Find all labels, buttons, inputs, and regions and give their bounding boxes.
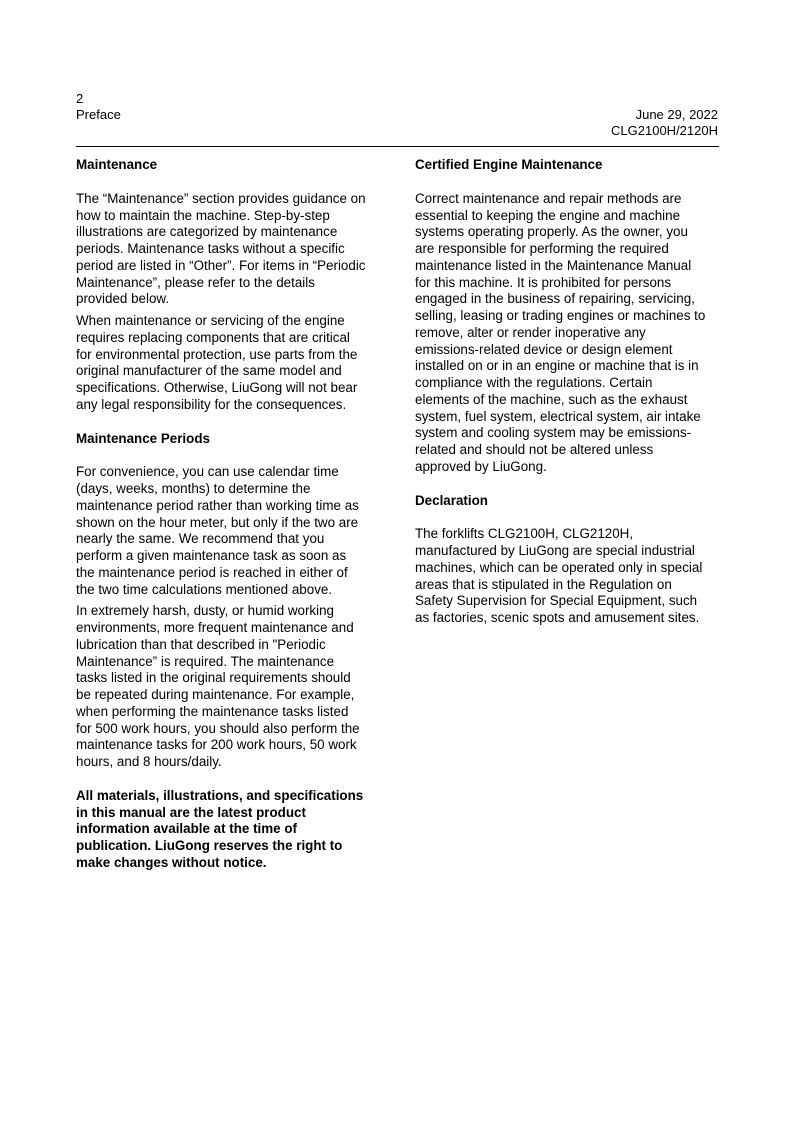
text-line: Correct maintenance and repair methods are — [415, 190, 682, 206]
text-line: when performing the maintenance tasks listed — [76, 703, 349, 719]
model-number: CLG2100H/2120H — [611, 123, 718, 138]
text-line: In extremely harsh, dusty, or humid working — [76, 603, 334, 619]
text-line: systems operating properly. As the owner, you — [415, 224, 688, 240]
text-line: system and cooling system may be emissions- — [415, 425, 692, 441]
text-line: When maintenance or servicing of the engine — [76, 313, 345, 328]
text-line: approved by LiuGong. — [415, 458, 547, 474]
text-line: in this manual are the latest product — [76, 804, 306, 820]
text-line: For convenience, you can use calendar time — [76, 464, 339, 480]
text-line: Safety Supervision for Special Equipment, such — [415, 593, 698, 609]
document-date: June 29, 2022 — [635, 107, 718, 122]
maintenance-periods-paragraph-1 — [76, 464, 381, 598]
text-line: manufactured by LiuGong are special industrial — [415, 543, 695, 558]
text-line: compliance with the regulations. Certain — [415, 375, 653, 390]
text-line: specifications. Otherwise, LiuGong will not bear — [76, 380, 358, 395]
text-line: are responsible for performing the required — [415, 241, 669, 256]
header-right — [611, 107, 718, 139]
text-line: maintenance period rather than working time as — [76, 497, 359, 513]
text-line: perform a given maintenance task as soon as — [76, 548, 347, 563]
text-line: The forklifts CLG2100H, CLG2120H, — [415, 526, 634, 542]
certified-engine-heading: Certified Engine Maintenance — [415, 157, 603, 172]
certified-engine-paragraph — [415, 191, 720, 476]
text-line: maintenance tasks for 200 work hours, 50 work — [76, 737, 357, 753]
text-line: (days, weeks, months) to determine the — [76, 481, 311, 496]
text-line: publication. LiuGong reserves the right to — [76, 838, 343, 853]
text-line: engaged in the business of repairing, servicing, — [415, 291, 695, 307]
text-line: be repeated during maintenance. For example, — [76, 687, 355, 702]
text-line: lubrication than that described in "Periodic — [76, 636, 326, 652]
text-line: shown on the hour meter, but only if the two are — [76, 514, 359, 530]
text-line: how to maintain the machine. Step-by-step — [76, 207, 330, 223]
text-line: All materials, illustrations, and specifications — [76, 787, 364, 803]
text-line: system, fuel system, electrical system, air intake — [415, 408, 701, 424]
maintenance-periods-heading: Maintenance Periods — [76, 430, 210, 446]
text-line: machines, which can be operated only in special — [415, 559, 703, 575]
text-line: the two time calculations mentioned above. — [76, 581, 333, 597]
text-line: provided below. — [76, 291, 170, 307]
text-line: the maintenance period is reached in either of — [76, 564, 348, 580]
maintenance-paragraph-2 — [76, 313, 381, 414]
section-name: Preface — [76, 107, 121, 122]
text-line: as factories, scenic spots and amusement sites. — [415, 610, 700, 625]
text-line: period are listed in “Other”. For items in “Periodic — [76, 257, 366, 273]
header-left — [76, 91, 121, 123]
maintenance-paragraph-1 — [76, 191, 381, 308]
text-line: The “Maintenance” section provides guidance on — [76, 190, 366, 206]
maintenance-heading: Maintenance — [76, 157, 158, 172]
text-line: elements of the machine, such as the exhaust — [415, 391, 688, 407]
declaration-paragraph — [415, 526, 720, 627]
declaration-heading: Declaration — [415, 492, 488, 508]
text-line: illustrations are categorized by maintenance — [76, 224, 338, 240]
maintenance-periods-paragraph-2 — [76, 603, 381, 771]
rights-notice — [76, 788, 381, 872]
text-line: requires replacing components that are critical — [76, 329, 350, 345]
text-line: original manufacturer of the same model and — [76, 363, 342, 379]
text-line: any legal responsibility for the consequences. — [76, 396, 347, 412]
text-line: Maintenance” is required. The maintenance — [76, 653, 335, 669]
text-line: make changes without notice. — [76, 854, 267, 870]
text-line: environments, more frequent maintenance and — [76, 620, 354, 635]
text-line: selling, leasing or trading engines or machines to — [415, 308, 706, 323]
left-column — [76, 157, 381, 877]
right-column — [415, 157, 720, 632]
text-line: for environmental protection, use parts from the — [76, 346, 358, 362]
text-line: information available at the time of — [76, 821, 297, 837]
text-line: periods. Maintenance tasks without a specific — [76, 241, 345, 256]
text-line: tasks listed in the original requirements should — [76, 670, 351, 686]
text-line: essential to keeping the engine and machine — [415, 207, 681, 223]
text-line: hours, and 8 hours/daily. — [76, 754, 222, 769]
text-line: related and should not be altered unless — [415, 442, 654, 457]
text-line: installed on or in an engine or machine that is in — [415, 358, 699, 374]
text-line: maintenance listed in the Maintenance Manual — [415, 257, 692, 273]
text-line: for 500 work hours, you should also perform the — [76, 720, 360, 736]
text-line: emissions-related device or design element — [415, 341, 673, 357]
text-line: nearly the same. We recommend that you — [76, 531, 325, 547]
header-divider — [76, 146, 719, 147]
page-number: 2 — [76, 91, 84, 106]
text-line: Maintenance”, please refer to the details — [76, 274, 315, 290]
text-line: areas that is stipulated in the Regulation on — [415, 576, 672, 592]
text-line: remove, alter or render inoperative any — [415, 324, 646, 340]
text-line: for this machine. It is prohibited for persons — [415, 274, 672, 290]
